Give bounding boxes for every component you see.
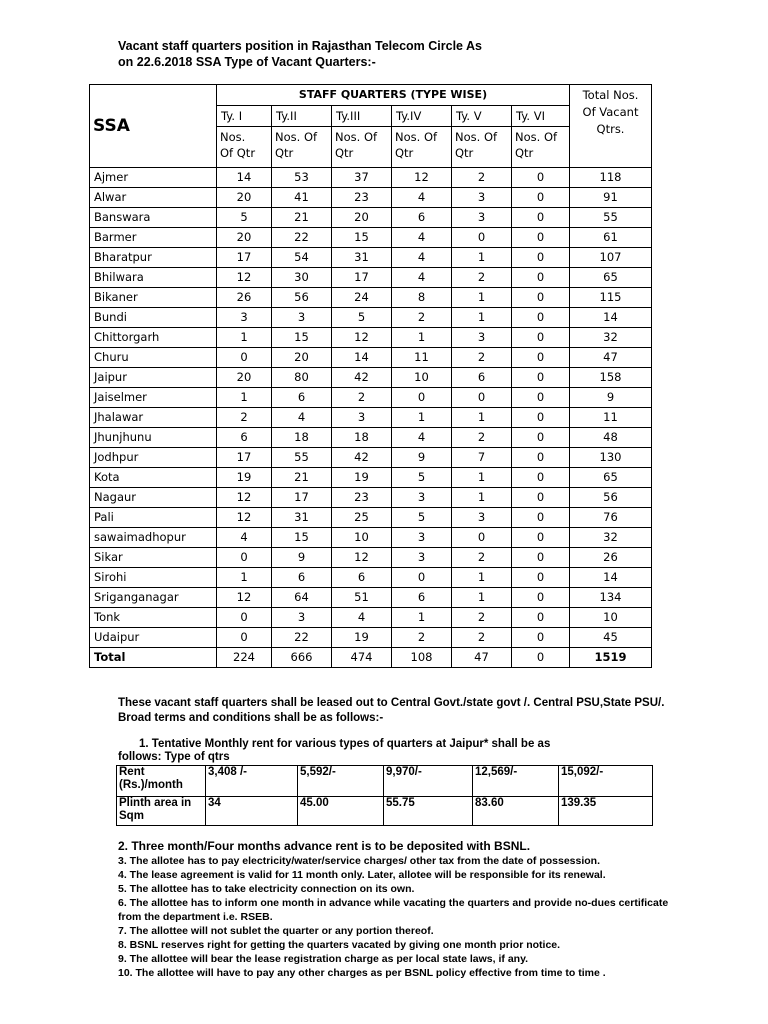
ssa-name-cell: Jaiselmer xyxy=(90,388,217,408)
quarter-count-cell: 4 xyxy=(392,188,452,208)
quarter-count-cell: 6 xyxy=(332,568,392,588)
plinth-value-cell: 83.60 xyxy=(473,797,559,826)
quarter-count-cell: 51 xyxy=(332,588,392,608)
term-item: 6. The allottee has to inform one month in advance while vacating the quarters and provide no-dues certificate from the department i.e. RSEB. xyxy=(118,897,669,923)
quarter-count-cell: 18 xyxy=(332,428,392,448)
quarter-count-cell: 0 xyxy=(217,348,272,368)
plinth-value-cell: 45.00 xyxy=(298,797,384,826)
quarter-count-cell: 53 xyxy=(272,168,332,188)
ssa-name-cell: Nagaur xyxy=(90,488,217,508)
subheader-line-1: Nos. Of xyxy=(515,130,558,144)
row-total-cell: 130 xyxy=(570,448,652,468)
quarter-count-cell: 11 xyxy=(392,348,452,368)
table-row xyxy=(90,528,652,548)
vacant-quarters-table xyxy=(89,84,652,668)
lease-paragraph: These vacant staff quarters shall be leased out to Central Govt./state govt /. Central PSU,State PSU/. Broad terms and conditions shall be as follows:- xyxy=(118,697,665,724)
type-header: Ty. V xyxy=(452,106,512,127)
quarter-count-cell: 0 xyxy=(392,388,452,408)
row-total-cell: 107 xyxy=(570,248,652,268)
plinth-value-cell: 34 xyxy=(206,797,298,826)
ssa-name-cell: sawaimadhopur xyxy=(90,528,217,548)
term-item: 3. The allotee has to pay electricity/water/service charges/ other tax from the date of possession. xyxy=(118,855,601,867)
quarter-count-cell: 2 xyxy=(452,428,512,448)
total-header-line-1: Total Nos. xyxy=(582,88,639,102)
rent-value-cell: 12,569/- xyxy=(473,766,559,797)
quarter-count-cell: 12 xyxy=(332,548,392,568)
quarter-count-cell: 19 xyxy=(332,468,392,488)
type-header: Ty.II xyxy=(272,106,332,127)
quarter-count-cell: 666 xyxy=(272,648,332,668)
quarter-count-cell: 20 xyxy=(217,188,272,208)
table-row xyxy=(90,208,652,228)
row-total-cell: 118 xyxy=(570,168,652,188)
quarter-count-cell: 4 xyxy=(332,608,392,628)
quarter-count-cell: 25 xyxy=(332,508,392,528)
type-header: Ty. I xyxy=(217,106,272,127)
type-subheader xyxy=(272,127,332,168)
table-row xyxy=(90,388,652,408)
quarter-count-cell: 3 xyxy=(272,308,332,328)
quarter-count-cell: 1 xyxy=(392,408,452,428)
quarter-count-cell: 19 xyxy=(217,468,272,488)
quarter-count-cell: 0 xyxy=(512,428,570,448)
ssa-name-cell: Bhilwara xyxy=(90,268,217,288)
quarter-count-cell: 17 xyxy=(332,268,392,288)
quarter-count-cell: 1 xyxy=(392,328,452,348)
subheader-line-1: Nos. xyxy=(220,130,246,144)
ssa-name-cell: Sikar xyxy=(90,548,217,568)
ssa-name-cell: Jhalawar xyxy=(90,408,217,428)
table-row xyxy=(90,628,652,648)
ssa-name-cell: Bikaner xyxy=(90,288,217,308)
terms-list xyxy=(118,838,678,980)
rent-follows-text: follows: Type of qtrs xyxy=(118,751,230,763)
table-row xyxy=(90,508,652,528)
row-total-cell: 55 xyxy=(570,208,652,228)
quarter-count-cell: 0 xyxy=(512,248,570,268)
total-header-line-2: Of Vacant xyxy=(582,105,639,119)
quarter-count-cell: 31 xyxy=(332,248,392,268)
quarter-count-cell: 56 xyxy=(272,288,332,308)
type-subheader xyxy=(332,127,392,168)
plinth-value-cell: 55.75 xyxy=(384,797,473,826)
rent-intro-text: 1. Tentative Monthly rent for various types of quarters at Jaipur* shall be as xyxy=(139,738,551,750)
row-total-cell: 45 xyxy=(570,628,652,648)
quarter-count-cell: 10 xyxy=(392,368,452,388)
quarter-count-cell: 1 xyxy=(452,588,512,608)
type-header: Ty.III xyxy=(332,106,392,127)
ssa-name-cell: Bharatpur xyxy=(90,248,217,268)
table-row xyxy=(90,468,652,488)
quarter-count-cell: 14 xyxy=(332,348,392,368)
quarter-count-cell: 0 xyxy=(512,288,570,308)
quarter-count-cell: 0 xyxy=(512,628,570,648)
quarter-count-cell: 20 xyxy=(217,228,272,248)
quarter-count-cell: 5 xyxy=(332,308,392,328)
subheader-line-2: Qtr xyxy=(275,146,294,160)
quarter-count-cell: 0 xyxy=(512,168,570,188)
row-total-cell: 158 xyxy=(570,368,652,388)
quarter-count-cell: 4 xyxy=(272,408,332,428)
quarter-count-cell: 30 xyxy=(272,268,332,288)
quarter-count-cell: 55 xyxy=(272,448,332,468)
quarter-count-cell: 1 xyxy=(452,488,512,508)
quarter-count-cell: 0 xyxy=(452,228,512,248)
staff-quarters-type-header: STAFF QUARTERS (TYPE WISE) xyxy=(217,85,570,106)
quarter-count-cell: 0 xyxy=(512,448,570,468)
table-row xyxy=(90,428,652,448)
quarter-count-cell: 2 xyxy=(452,348,512,368)
table-row xyxy=(90,228,652,248)
quarter-count-cell: 5 xyxy=(392,508,452,528)
quarter-count-cell: 0 xyxy=(512,608,570,628)
ssa-name-cell: Bundi xyxy=(90,308,217,328)
quarter-count-cell: 2 xyxy=(392,308,452,328)
quarter-count-cell: 31 xyxy=(272,508,332,528)
title-line-1: Vacant staff quarters position in Rajasthan Telecom Circle As xyxy=(118,39,482,53)
row-total-cell: 32 xyxy=(570,328,652,348)
quarter-count-cell: 22 xyxy=(272,628,332,648)
quarter-count-cell: 0 xyxy=(512,508,570,528)
table-row xyxy=(90,568,652,588)
ssa-name-cell: Pali xyxy=(90,508,217,528)
table-row xyxy=(90,248,652,268)
quarter-count-cell: 24 xyxy=(332,288,392,308)
quarter-count-cell: 2 xyxy=(217,408,272,428)
quarter-count-cell: 17 xyxy=(272,488,332,508)
quarter-count-cell: 0 xyxy=(217,608,272,628)
quarter-count-cell: 41 xyxy=(272,188,332,208)
row-total-cell: 91 xyxy=(570,188,652,208)
rent-value-cell: 3,408 /- xyxy=(206,766,298,797)
quarter-count-cell: 0 xyxy=(392,568,452,588)
table-row xyxy=(90,488,652,508)
quarter-count-cell: 2 xyxy=(452,268,512,288)
quarter-count-cell: 3 xyxy=(452,188,512,208)
quarter-count-cell: 224 xyxy=(217,648,272,668)
table-row xyxy=(90,588,652,608)
quarter-count-cell: 18 xyxy=(272,428,332,448)
quarter-count-cell: 0 xyxy=(512,388,570,408)
quarter-count-cell: 1 xyxy=(392,608,452,628)
quarter-count-cell: 2 xyxy=(392,628,452,648)
quarter-count-cell: 1 xyxy=(452,288,512,308)
row-total-cell: 14 xyxy=(570,308,652,328)
quarter-count-cell: 0 xyxy=(512,268,570,288)
quarter-count-cell: 20 xyxy=(217,368,272,388)
table-row xyxy=(90,188,652,208)
quarter-count-cell: 23 xyxy=(332,488,392,508)
total-row xyxy=(90,648,652,668)
total-header-line-3: Qtrs. xyxy=(596,122,625,136)
quarter-count-cell: 7 xyxy=(452,448,512,468)
quarter-count-cell: 22 xyxy=(272,228,332,248)
ssa-name-cell: Jhunjhunu xyxy=(90,428,217,448)
row-total-cell: 47 xyxy=(570,348,652,368)
quarter-count-cell: 42 xyxy=(332,448,392,468)
quarter-count-cell: 12 xyxy=(392,168,452,188)
quarter-count-cell: 19 xyxy=(332,628,392,648)
quarter-count-cell: 26 xyxy=(217,288,272,308)
table-row xyxy=(90,308,652,328)
quarter-count-cell: 2 xyxy=(452,548,512,568)
subheader-line-2: Qtr xyxy=(335,146,354,160)
term-item: 9. The allottee will bear the lease registration charge as per local state laws, if any. xyxy=(118,953,529,965)
quarter-count-cell: 12 xyxy=(332,328,392,348)
quarter-count-cell: 0 xyxy=(512,348,570,368)
quarter-count-cell: 10 xyxy=(332,528,392,548)
quarter-count-cell: 2 xyxy=(332,388,392,408)
quarter-count-cell: 108 xyxy=(392,648,452,668)
type-subheader xyxy=(512,127,570,168)
quarter-count-cell: 17 xyxy=(217,448,272,468)
ssa-name-cell: Banswara xyxy=(90,208,217,228)
quarter-count-cell: 3 xyxy=(272,608,332,628)
quarter-count-cell: 9 xyxy=(272,548,332,568)
rent-value-cell: 9,970/- xyxy=(384,766,473,797)
quarter-count-cell: 1 xyxy=(217,568,272,588)
type-header: Ty.IV xyxy=(392,106,452,127)
ssa-name-cell: Tonk xyxy=(90,608,217,628)
quarter-count-cell: 0 xyxy=(452,528,512,548)
quarter-count-cell: 4 xyxy=(392,228,452,248)
quarter-count-cell: 2 xyxy=(452,608,512,628)
row-total-cell: 9 xyxy=(570,388,652,408)
quarter-count-cell: 80 xyxy=(272,368,332,388)
quarter-count-cell: 1 xyxy=(452,468,512,488)
subheader-line-1: Nos. Of xyxy=(395,130,438,144)
quarter-count-cell: 0 xyxy=(512,648,570,668)
quarter-count-cell: 0 xyxy=(512,228,570,248)
quarter-count-cell: 1 xyxy=(217,388,272,408)
quarter-count-cell: 15 xyxy=(272,528,332,548)
ssa-name-cell: Jodhpur xyxy=(90,448,217,468)
quarter-count-cell: 0 xyxy=(512,568,570,588)
subheader-line-2: Qtr xyxy=(515,146,534,160)
quarter-count-cell: 0 xyxy=(512,408,570,428)
plinth-value-cell: 139.35 xyxy=(559,797,653,826)
quarter-count-cell: 0 xyxy=(512,328,570,348)
quarter-count-cell: 0 xyxy=(512,188,570,208)
quarter-count-cell: 0 xyxy=(512,528,570,548)
row-total-cell: 32 xyxy=(570,528,652,548)
row-total-cell: 26 xyxy=(570,548,652,568)
quarter-count-cell: 54 xyxy=(272,248,332,268)
quarter-count-cell: 21 xyxy=(272,468,332,488)
rent-label: Rent (Rs.)/month xyxy=(117,766,206,797)
quarter-count-cell: 3 xyxy=(452,508,512,528)
rent-value-cell: 5,592/- xyxy=(298,766,384,797)
quarter-count-cell: 1 xyxy=(452,568,512,588)
quarter-count-cell: 23 xyxy=(332,188,392,208)
table-row xyxy=(90,408,652,428)
quarter-count-cell: 12 xyxy=(217,488,272,508)
quarter-count-cell: 37 xyxy=(332,168,392,188)
quarter-count-cell: 6 xyxy=(392,208,452,228)
subheader-line-2: Qtr xyxy=(395,146,414,160)
plinth-area-label: Plinth area in Sqm xyxy=(117,797,206,826)
table-row xyxy=(90,288,652,308)
subheader-line-1: Nos. Of xyxy=(275,130,318,144)
quarter-count-cell: 64 xyxy=(272,588,332,608)
quarter-count-cell: 6 xyxy=(272,568,332,588)
quarter-count-cell: 42 xyxy=(332,368,392,388)
grand-total-cell: 1519 xyxy=(570,648,652,668)
ssa-name-cell: Sriganganagar xyxy=(90,588,217,608)
document-title xyxy=(118,38,678,70)
quarter-count-cell: 12 xyxy=(217,268,272,288)
ssa-column-header: SSA xyxy=(90,85,217,168)
type-subheader xyxy=(392,127,452,168)
quarter-count-cell: 6 xyxy=(272,388,332,408)
quarter-count-cell: 0 xyxy=(512,308,570,328)
table-row xyxy=(90,368,652,388)
quarter-count-cell: 0 xyxy=(512,208,570,228)
table-row xyxy=(90,168,652,188)
quarter-count-cell: 4 xyxy=(392,268,452,288)
table-row xyxy=(90,548,652,568)
quarter-count-cell: 3 xyxy=(332,408,392,428)
quarter-count-cell: 3 xyxy=(217,308,272,328)
table-row xyxy=(90,448,652,468)
ssa-name-cell: Kota xyxy=(90,468,217,488)
table-row xyxy=(90,328,652,348)
quarter-count-cell: 2 xyxy=(452,168,512,188)
quarter-count-cell: 6 xyxy=(392,588,452,608)
quarter-count-cell: 9 xyxy=(392,448,452,468)
quarter-count-cell: 5 xyxy=(217,208,272,228)
subheader-line-1: Nos. Of xyxy=(335,130,378,144)
quarter-count-cell: 6 xyxy=(452,368,512,388)
ssa-name-cell: Udaipur xyxy=(90,628,217,648)
subheader-line-2: Qtr xyxy=(455,146,474,160)
quarter-count-cell: 21 xyxy=(272,208,332,228)
quarter-count-cell: 0 xyxy=(512,588,570,608)
row-total-cell: 61 xyxy=(570,228,652,248)
term-item: 4. The lease agreement is valid for 11 month only. Later, allotee will be responsible for its renewal. xyxy=(118,869,606,881)
subheader-line-2: Of Qtr xyxy=(220,146,256,160)
rent-value-cell: 15,092/- xyxy=(559,766,653,797)
term-item: 7. The allottee will not sublet the quarter or any portion thereof. xyxy=(118,925,434,937)
quarter-count-cell: 3 xyxy=(392,488,452,508)
row-total-cell: 134 xyxy=(570,588,652,608)
quarter-count-cell: 17 xyxy=(217,248,272,268)
term-item: 8. BSNL reserves right for getting the quarters vacated by giving one month prior notice. xyxy=(118,939,561,951)
total-label: Total xyxy=(90,648,217,668)
ssa-name-cell: Sirohi xyxy=(90,568,217,588)
row-total-cell: 115 xyxy=(570,288,652,308)
quarter-count-cell: 1 xyxy=(217,328,272,348)
quarter-count-cell: 20 xyxy=(272,348,332,368)
quarter-count-cell: 4 xyxy=(217,528,272,548)
row-total-cell: 14 xyxy=(570,568,652,588)
term-item: 10. The allottee will have to pay any other charges as per BSNL policy effective from time to time . xyxy=(118,967,606,979)
quarter-count-cell: 6 xyxy=(217,428,272,448)
ssa-name-cell: Alwar xyxy=(90,188,217,208)
quarter-count-cell: 3 xyxy=(452,328,512,348)
quarter-count-cell: 0 xyxy=(452,388,512,408)
ssa-name-cell: Ajmer xyxy=(90,168,217,188)
quarter-count-cell: 3 xyxy=(392,548,452,568)
quarter-count-cell: 1 xyxy=(452,408,512,428)
quarter-count-cell: 4 xyxy=(392,428,452,448)
row-total-cell: 76 xyxy=(570,508,652,528)
quarter-count-cell: 3 xyxy=(392,528,452,548)
quarter-count-cell: 0 xyxy=(217,548,272,568)
quarter-count-cell: 0 xyxy=(217,628,272,648)
ssa-name-cell: Barmer xyxy=(90,228,217,248)
ssa-name-cell: Churu xyxy=(90,348,217,368)
type-subheader xyxy=(217,127,272,168)
row-total-cell: 65 xyxy=(570,468,652,488)
title-line-2: on 22.6.2018 SSA Type of Vacant Quarters:- xyxy=(118,55,376,69)
quarter-count-cell: 0 xyxy=(512,488,570,508)
subheader-line-1: Nos. Of xyxy=(455,130,498,144)
quarter-count-cell: 3 xyxy=(452,208,512,228)
quarter-count-cell: 1 xyxy=(452,248,512,268)
row-total-cell: 56 xyxy=(570,488,652,508)
row-total-cell: 11 xyxy=(570,408,652,428)
type-subheader xyxy=(452,127,512,168)
quarter-count-cell: 0 xyxy=(512,368,570,388)
table-row xyxy=(90,348,652,368)
row-total-cell: 48 xyxy=(570,428,652,448)
total-vacant-header xyxy=(570,85,652,168)
quarter-count-cell: 8 xyxy=(392,288,452,308)
quarter-count-cell: 12 xyxy=(217,588,272,608)
table-row xyxy=(90,608,652,628)
quarter-count-cell: 15 xyxy=(332,228,392,248)
quarter-count-cell: 2 xyxy=(452,628,512,648)
quarter-count-cell: 474 xyxy=(332,648,392,668)
type-header: Ty. VI xyxy=(512,106,570,127)
table-row xyxy=(90,268,652,288)
quarter-count-cell: 0 xyxy=(512,548,570,568)
quarter-count-cell: 12 xyxy=(217,508,272,528)
term-item: 2. Three month/Four months advance rent is to be deposited with BSNL. xyxy=(118,839,531,853)
quarter-count-cell: 4 xyxy=(392,248,452,268)
quarter-count-cell: 1 xyxy=(452,308,512,328)
rent-table xyxy=(116,765,653,826)
quarter-count-cell: 47 xyxy=(452,648,512,668)
quarter-count-cell: 15 xyxy=(272,328,332,348)
row-total-cell: 10 xyxy=(570,608,652,628)
term-item: 5. The allottee has to take electricity connection on its own. xyxy=(118,883,415,895)
quarter-count-cell: 5 xyxy=(392,468,452,488)
quarter-count-cell: 0 xyxy=(512,468,570,488)
ssa-name-cell: Chittorgarh xyxy=(90,328,217,348)
row-total-cell: 65 xyxy=(570,268,652,288)
quarter-count-cell: 20 xyxy=(332,208,392,228)
quarter-count-cell: 14 xyxy=(217,168,272,188)
ssa-name-cell: Jaipur xyxy=(90,368,217,388)
